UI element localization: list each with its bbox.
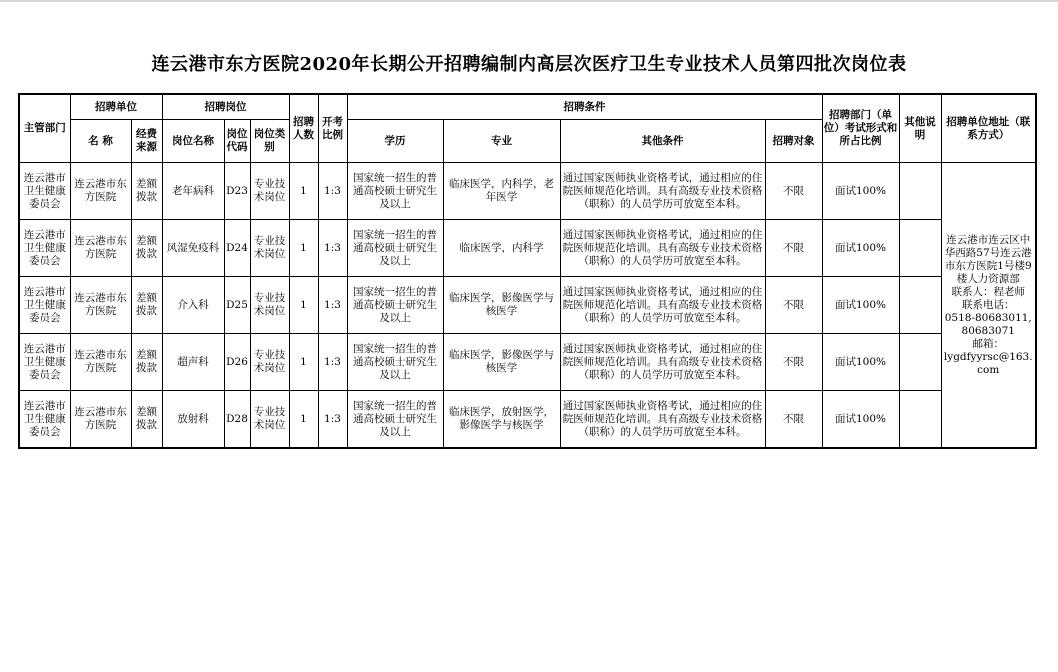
cell-ratio: 1:3 — [318, 334, 347, 391]
cell-edu: 国家统一招生的普通高校硕士研究生及以上 — [347, 334, 443, 391]
cell-ratio: 1:3 — [318, 277, 347, 334]
cell-code: D23 — [224, 163, 250, 220]
cell-edu: 国家统一招生的普通高校硕士研究生及以上 — [347, 163, 443, 220]
cell-type: 专业技术岗位 — [250, 334, 289, 391]
cell-target: 不限 — [765, 163, 822, 220]
cell-major: 临床医学，内科学，老年医学 — [443, 163, 560, 220]
cell-other: 通过国家医师执业资格考试，通过相应的住院医师规范化培训。具有高级专业技术资格（职称）的人员学历可放宽至本科。 — [560, 163, 765, 220]
cell-funding: 差额拨款 — [131, 220, 162, 277]
header-post-group: 招聘岗位 — [162, 94, 289, 120]
page-title: 连云港市东方医院2020年长期公开招聘编制内高层次医疗卫生专业技术人员第四批次岗位表 — [151, 54, 907, 75]
cell-target: 不限 — [765, 334, 822, 391]
cell-count: 1 — [289, 163, 318, 220]
cell-post: 风湿免疫科 — [162, 220, 224, 277]
header-row-1 — [19, 94, 1036, 120]
cell-exam: 面试100% — [822, 163, 899, 220]
cell-major: 临床医学，影像医学与核医学 — [443, 334, 560, 391]
cell-code: D24 — [224, 220, 250, 277]
cell-type: 专业技术岗位 — [250, 277, 289, 334]
header-exam: 招聘部门（单位）考试形式和所占比例 — [822, 94, 899, 163]
header-post-code: 岗位代码 — [224, 120, 250, 163]
header-major: 专业 — [443, 120, 560, 163]
cell-exam: 面试100% — [822, 334, 899, 391]
cell-note — [899, 163, 941, 220]
table-row — [19, 163, 1036, 220]
header-other: 其他条件 — [560, 120, 765, 163]
header-note: 其他说明 — [899, 94, 941, 163]
recruitment-table — [18, 93, 1037, 449]
address-contact: 联系人：程老师 — [951, 285, 1025, 298]
table-row — [19, 220, 1036, 277]
cell-address — [941, 163, 1036, 449]
header-unit-group: 招聘单位 — [70, 94, 162, 120]
address-email: lygdfyyrsc@163.com — [943, 350, 1033, 376]
address-location: 连云港市连云区中华西路57号连云港市东方医院1号楼9楼人力资源部 — [944, 233, 1032, 285]
cell-code: D25 — [224, 277, 250, 334]
cell-edu: 国家统一招生的普通高校硕士研究生及以上 — [347, 391, 443, 449]
table-row — [19, 334, 1036, 391]
header-count: 招聘人数 — [289, 94, 318, 163]
header-addr: 招聘单位地址（联系方式） — [941, 94, 1036, 163]
cell-other: 通过国家医师执业资格考试，通过相应的住院医师规范化培训。具有高级专业技术资格（职称）的人员学历可放宽至本科。 — [560, 277, 765, 334]
cell-post: 超声科 — [162, 334, 224, 391]
cell-note — [899, 334, 941, 391]
cell-unit: 连云港市东方医院 — [70, 220, 131, 277]
cell-count: 1 — [289, 391, 318, 449]
cell-post: 介入科 — [162, 277, 224, 334]
cell-unit: 连云港市东方医院 — [70, 391, 131, 449]
cell-target: 不限 — [765, 277, 822, 334]
cell-note — [899, 391, 941, 449]
cell-count: 1 — [289, 220, 318, 277]
cell-target: 不限 — [765, 220, 822, 277]
cell-dept: 连云港市卫生健康委员会 — [19, 391, 70, 449]
cell-unit: 连云港市东方医院 — [70, 277, 131, 334]
cell-dept: 连云港市卫生健康委员会 — [19, 220, 70, 277]
header-post-type: 岗位类别 — [250, 120, 289, 163]
header-ratio: 开考比例 — [318, 94, 347, 163]
cell-note — [899, 277, 941, 334]
cell-post: 放射科 — [162, 391, 224, 449]
cell-exam: 面试100% — [822, 277, 899, 334]
header-edu: 学历 — [347, 120, 443, 163]
cell-unit: 连云港市东方医院 — [70, 334, 131, 391]
header-target: 招聘对象 — [765, 120, 822, 163]
cell-funding: 差额拨款 — [131, 334, 162, 391]
cell-ratio: 1:3 — [318, 391, 347, 449]
cell-other: 通过国家医师执业资格考试，通过相应的住院医师规范化培训。具有高级专业技术资格（职称）的人员学历可放宽至本科。 — [560, 220, 765, 277]
cell-type: 专业技术岗位 — [250, 391, 289, 449]
cell-other: 通过国家医师执业资格考试，通过相应的住院医师规范化培训。具有高级专业技术资格（职称）的人员学历可放宽至本科。 — [560, 391, 765, 449]
cell-dept: 连云港市卫生健康委员会 — [19, 334, 70, 391]
cell-dept: 连云港市卫生健康委员会 — [19, 163, 70, 220]
cell-count: 1 — [289, 277, 318, 334]
header-dept: 主管部门 — [19, 94, 70, 163]
cell-ratio: 1:3 — [318, 220, 347, 277]
header-unit-name: 名 称 — [70, 120, 131, 163]
table-row — [19, 277, 1036, 334]
cell-dept: 连云港市卫生健康委员会 — [19, 277, 70, 334]
page-top-rule — [0, 0, 1058, 2]
header-cond-group: 招聘条件 — [347, 94, 822, 120]
cell-target: 不限 — [765, 391, 822, 449]
cell-code: D28 — [224, 391, 250, 449]
address-phone-label: 联系电话： — [962, 298, 1015, 311]
cell-type: 专业技术岗位 — [250, 220, 289, 277]
cell-ratio: 1:3 — [318, 163, 347, 220]
cell-major: 临床医学，内科学 — [443, 220, 560, 277]
cell-funding: 差额拨款 — [131, 391, 162, 449]
cell-funding: 差额拨款 — [131, 163, 162, 220]
cell-funding: 差额拨款 — [131, 277, 162, 334]
cell-type: 专业技术岗位 — [250, 163, 289, 220]
cell-post: 老年病科 — [162, 163, 224, 220]
cell-count: 1 — [289, 334, 318, 391]
cell-exam: 面试100% — [822, 220, 899, 277]
address-phone: 0518-80683011,80683071 — [944, 311, 1032, 337]
cell-other: 通过国家医师执业资格考试，通过相应的住院医师规范化培训。具有高级专业技术资格（职称）的人员学历可放宽至本科。 — [560, 334, 765, 391]
cell-unit: 连云港市东方医院 — [70, 163, 131, 220]
cell-code: D26 — [224, 334, 250, 391]
cell-exam: 面试100% — [822, 391, 899, 449]
cell-note — [899, 220, 941, 277]
cell-major: 临床医学，影像医学与核医学 — [443, 277, 560, 334]
table-row — [19, 391, 1036, 449]
cell-major: 临床医学，放射医学，影像医学与核医学 — [443, 391, 560, 449]
cell-edu: 国家统一招生的普通高校硕士研究生及以上 — [347, 220, 443, 277]
cell-edu: 国家统一招生的普通高校硕士研究生及以上 — [347, 277, 443, 334]
header-post-name: 岗位名称 — [162, 120, 224, 163]
header-funding: 经费来源 — [131, 120, 162, 163]
address-email-label: 邮箱： — [972, 337, 1004, 350]
